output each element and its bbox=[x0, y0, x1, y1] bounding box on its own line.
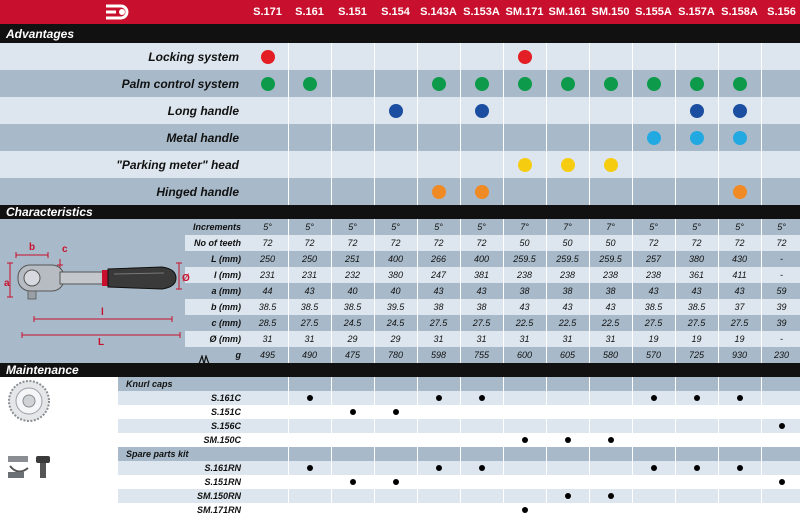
advantage-marker bbox=[303, 77, 317, 91]
characteristic-value: 930 bbox=[731, 350, 748, 360]
characteristic-label: L (mm) bbox=[211, 254, 241, 264]
characteristic-value: 580 bbox=[602, 350, 619, 360]
advantage-marker bbox=[604, 158, 618, 172]
characteristic-value: 72 bbox=[734, 238, 745, 248]
advantage-marker bbox=[518, 50, 532, 64]
characteristic-value: 380 bbox=[387, 270, 404, 280]
column-header: S.153A bbox=[463, 6, 500, 18]
weight-icon bbox=[198, 350, 210, 360]
characteristic-label: c (mm) bbox=[211, 318, 241, 328]
availability-bullet bbox=[307, 465, 313, 471]
diagram-label-L: L bbox=[98, 337, 105, 348]
characteristic-value: 250 bbox=[259, 254, 276, 264]
availability-bullet bbox=[522, 507, 528, 513]
column-header: S.157A bbox=[678, 6, 715, 18]
characteristic-value: 231 bbox=[301, 270, 318, 280]
column-separator bbox=[589, 377, 590, 503]
characteristic-value: 238 bbox=[516, 270, 533, 280]
column-header: SM.150 bbox=[591, 6, 630, 18]
characteristic-value: 43 bbox=[734, 286, 745, 296]
diagram-label-b: b bbox=[29, 242, 36, 253]
advantage-label: Hinged handle bbox=[156, 184, 239, 199]
column-header: S.151 bbox=[338, 6, 367, 18]
advantage-marker bbox=[561, 158, 575, 172]
characteristic-label: Ø (mm) bbox=[209, 334, 241, 344]
column-separator bbox=[331, 219, 332, 363]
column-separator bbox=[460, 377, 461, 503]
column-separator bbox=[546, 377, 547, 503]
characteristics-section-title: Characteristics bbox=[0, 205, 800, 219]
column-separator bbox=[718, 43, 719, 205]
characteristic-value: 44 bbox=[262, 286, 273, 296]
characteristic-value: 257 bbox=[645, 254, 662, 264]
characteristic-value: 39.5 bbox=[386, 302, 405, 312]
advantage-marker bbox=[561, 77, 575, 91]
characteristic-label: a (mm) bbox=[211, 286, 241, 296]
advantage-marker bbox=[518, 77, 532, 91]
characteristic-value: 19 bbox=[691, 334, 702, 344]
availability-bullet bbox=[737, 395, 743, 401]
column-separator bbox=[417, 219, 418, 363]
characteristic-value: 39 bbox=[776, 318, 787, 328]
characteristic-value: 31 bbox=[605, 334, 616, 344]
characteristic-value: 43 bbox=[304, 286, 315, 296]
availability-bullet bbox=[565, 493, 571, 499]
column-separator bbox=[460, 43, 461, 205]
column-separator bbox=[675, 219, 676, 363]
maintenance-section-title: Maintenance bbox=[0, 363, 800, 377]
characteristic-value: 259.5 bbox=[513, 254, 536, 264]
column-separator bbox=[761, 377, 762, 503]
advantages-section-title: Advantages bbox=[0, 24, 800, 43]
column-separator bbox=[718, 377, 719, 503]
characteristic-value: 570 bbox=[645, 350, 662, 360]
advantage-label: Locking system bbox=[148, 49, 239, 64]
availability-bullet bbox=[779, 423, 785, 429]
characteristic-value: 598 bbox=[430, 350, 447, 360]
availability-bullet bbox=[694, 395, 700, 401]
column-header: S.158A bbox=[721, 6, 758, 18]
characteristic-value: 238 bbox=[645, 270, 662, 280]
availability-bullet bbox=[608, 437, 614, 443]
characteristic-value: 27.5 bbox=[687, 318, 706, 328]
column-separator bbox=[675, 43, 676, 205]
advantage-marker bbox=[733, 77, 747, 91]
advantage-label: Metal handle bbox=[166, 130, 239, 145]
characteristic-value: 72 bbox=[304, 238, 315, 248]
availability-bullet bbox=[651, 465, 657, 471]
advantage-marker bbox=[475, 104, 489, 118]
advantage-marker bbox=[518, 158, 532, 172]
characteristic-value: 247 bbox=[430, 270, 447, 280]
advantage-marker bbox=[733, 185, 747, 199]
column-header: SM.161 bbox=[548, 6, 587, 18]
column-separator bbox=[546, 219, 547, 363]
maintenance-item-label: S.161C bbox=[210, 393, 241, 403]
characteristic-value: 27.5 bbox=[472, 318, 491, 328]
advantage-marker bbox=[690, 131, 704, 145]
characteristic-value: 230 bbox=[773, 350, 790, 360]
advantage-marker bbox=[432, 185, 446, 199]
advantage-marker bbox=[261, 77, 275, 91]
characteristic-value: 251 bbox=[344, 254, 361, 264]
availability-bullet bbox=[779, 479, 785, 485]
characteristic-value: 381 bbox=[473, 270, 490, 280]
maintenance-item-label: S.151RN bbox=[204, 477, 241, 487]
characteristic-value: 755 bbox=[473, 350, 490, 360]
characteristic-value: 31 bbox=[562, 334, 573, 344]
characteristic-value: 72 bbox=[691, 238, 702, 248]
availability-bullet bbox=[522, 437, 528, 443]
availability-bullet bbox=[307, 395, 313, 401]
characteristic-value: 38.5 bbox=[300, 302, 319, 312]
characteristic-value: 39 bbox=[776, 302, 787, 312]
characteristic-value: 31 bbox=[262, 334, 273, 344]
availability-bullet bbox=[694, 465, 700, 471]
column-separator bbox=[675, 377, 676, 503]
characteristic-value: 475 bbox=[344, 350, 361, 360]
characteristic-value: 238 bbox=[559, 270, 576, 280]
characteristic-value: 238 bbox=[602, 270, 619, 280]
column-separator bbox=[503, 219, 504, 363]
column-separator bbox=[761, 43, 762, 205]
advantage-marker bbox=[733, 131, 747, 145]
characteristic-value: 38.5 bbox=[687, 302, 706, 312]
characteristic-value: 495 bbox=[259, 350, 276, 360]
characteristic-label: g bbox=[235, 350, 241, 360]
column-separator bbox=[288, 43, 289, 205]
characteristic-value: 38.5 bbox=[644, 302, 663, 312]
advantage-label: Palm control system bbox=[121, 76, 239, 91]
knurl-cap-illustration bbox=[6, 378, 52, 424]
availability-bullet bbox=[651, 395, 657, 401]
column-separator bbox=[374, 219, 375, 363]
maintenance-item-label: S.161RN bbox=[204, 463, 241, 473]
column-header: S.155A bbox=[635, 6, 672, 18]
characteristic-value: 380 bbox=[688, 254, 705, 264]
column-separator bbox=[331, 43, 332, 205]
characteristic-value: 31 bbox=[304, 334, 315, 344]
maintenance-group-title: Spare parts kit bbox=[126, 449, 189, 459]
availability-bullet bbox=[479, 395, 485, 401]
column-header: S.156 bbox=[767, 6, 796, 18]
characteristic-value: 38 bbox=[562, 286, 573, 296]
maintenance-item-label: SM.150RN bbox=[196, 491, 241, 501]
diagram-label-d: Ø bbox=[182, 273, 190, 284]
characteristic-value: 430 bbox=[731, 254, 748, 264]
characteristic-value: 605 bbox=[559, 350, 576, 360]
column-separator bbox=[718, 219, 719, 363]
column-header: SM.171 bbox=[505, 6, 544, 18]
availability-bullet bbox=[436, 395, 442, 401]
characteristic-value: 5° bbox=[348, 222, 357, 232]
characteristic-value: 5° bbox=[391, 222, 400, 232]
availability-bullet bbox=[737, 465, 743, 471]
characteristic-value: 43 bbox=[519, 302, 530, 312]
characteristic-value: 22.5 bbox=[515, 318, 534, 328]
advantage-marker bbox=[475, 185, 489, 199]
characteristic-value: 22.5 bbox=[601, 318, 620, 328]
characteristic-value: 5° bbox=[477, 222, 486, 232]
column-header: S.161 bbox=[295, 6, 324, 18]
availability-bullet bbox=[479, 465, 485, 471]
characteristic-value: 43 bbox=[562, 302, 573, 312]
characteristic-value: 43 bbox=[605, 302, 616, 312]
characteristic-value: 5° bbox=[777, 222, 786, 232]
characteristic-value: 231 bbox=[259, 270, 276, 280]
characteristic-value: 40 bbox=[347, 286, 358, 296]
column-separator bbox=[288, 377, 289, 503]
characteristic-value: 259.5 bbox=[556, 254, 579, 264]
column-separator bbox=[331, 377, 332, 503]
characteristic-value: 5° bbox=[263, 222, 272, 232]
column-header: S.171 bbox=[253, 6, 282, 18]
characteristic-value: 27.5 bbox=[730, 318, 749, 328]
maintenance-item-label: SM.150C bbox=[203, 435, 241, 445]
characteristic-value: 72 bbox=[262, 238, 273, 248]
advantage-marker bbox=[733, 104, 747, 118]
characteristic-value: 780 bbox=[387, 350, 404, 360]
characteristic-value: 72 bbox=[648, 238, 659, 248]
characteristic-value: 5° bbox=[692, 222, 701, 232]
advantage-marker bbox=[475, 77, 489, 91]
availability-bullet bbox=[350, 479, 356, 485]
characteristic-value: 43 bbox=[433, 286, 444, 296]
maintenance-item-label: S.156C bbox=[210, 421, 241, 431]
characteristic-value: 72 bbox=[347, 238, 358, 248]
characteristic-value: 5° bbox=[305, 222, 314, 232]
availability-bullet bbox=[393, 479, 399, 485]
column-header: S.143A bbox=[420, 6, 457, 18]
advantage-marker bbox=[647, 77, 661, 91]
characteristic-value: 72 bbox=[390, 238, 401, 248]
characteristic-value: 50 bbox=[519, 238, 530, 248]
column-separator bbox=[632, 219, 633, 363]
characteristic-value: 24.5 bbox=[343, 318, 362, 328]
availability-bullet bbox=[565, 437, 571, 443]
characteristic-value: - bbox=[780, 270, 783, 280]
characteristic-value: 40 bbox=[390, 286, 401, 296]
characteristic-value: 43 bbox=[476, 286, 487, 296]
characteristic-value: 43 bbox=[648, 286, 659, 296]
diagram-label-a: a bbox=[4, 278, 10, 289]
characteristic-value: 38 bbox=[519, 286, 530, 296]
advantage-marker bbox=[604, 77, 618, 91]
column-separator bbox=[417, 377, 418, 503]
ratchet-logo-icon bbox=[104, 3, 132, 21]
characteristic-value: 27.5 bbox=[644, 318, 663, 328]
column-separator bbox=[374, 43, 375, 205]
characteristic-value: - bbox=[780, 254, 783, 264]
column-separator bbox=[503, 43, 504, 205]
availability-bullet bbox=[608, 493, 614, 499]
characteristic-value: 7° bbox=[563, 222, 572, 232]
characteristic-label: b (mm) bbox=[211, 302, 241, 312]
characteristic-value: 361 bbox=[688, 270, 705, 280]
column-separator bbox=[546, 43, 547, 205]
characteristic-value: 250 bbox=[301, 254, 318, 264]
advantage-marker bbox=[261, 50, 275, 64]
characteristic-label: No of teeth bbox=[194, 238, 241, 248]
advantage-marker bbox=[690, 77, 704, 91]
characteristic-value: 5° bbox=[649, 222, 658, 232]
characteristic-value: 38 bbox=[605, 286, 616, 296]
column-separator bbox=[589, 219, 590, 363]
characteristic-value: 72 bbox=[476, 238, 487, 248]
characteristic-value: 7° bbox=[520, 222, 529, 232]
advantage-marker bbox=[432, 77, 446, 91]
characteristic-value: 72 bbox=[776, 238, 787, 248]
characteristic-value: 24.5 bbox=[386, 318, 405, 328]
characteristic-value: 38 bbox=[476, 302, 487, 312]
characteristic-value: 31 bbox=[476, 334, 487, 344]
characteristic-value: 72 bbox=[433, 238, 444, 248]
characteristic-value: 266 bbox=[430, 254, 447, 264]
characteristic-value: 411 bbox=[732, 270, 747, 280]
column-header: S.154 bbox=[381, 6, 410, 18]
characteristic-value: 7° bbox=[606, 222, 615, 232]
column-separator bbox=[589, 43, 590, 205]
maintenance-item-label: S.151C bbox=[210, 407, 241, 417]
characteristic-value: 400 bbox=[387, 254, 404, 264]
characteristic-value: 5° bbox=[434, 222, 443, 232]
characteristic-value: 22.5 bbox=[558, 318, 577, 328]
characteristic-value: - bbox=[780, 334, 783, 344]
characteristic-value: 31 bbox=[433, 334, 444, 344]
column-separator bbox=[761, 219, 762, 363]
diagram-label-l: l bbox=[101, 307, 104, 318]
characteristic-value: 5° bbox=[735, 222, 744, 232]
characteristic-value: 27.5 bbox=[429, 318, 448, 328]
characteristic-label: l (mm) bbox=[214, 270, 241, 280]
characteristic-value: 490 bbox=[301, 350, 318, 360]
characteristic-value: 28.5 bbox=[258, 318, 277, 328]
column-separator bbox=[632, 43, 633, 205]
characteristic-value: 43 bbox=[691, 286, 702, 296]
characteristic-value: 27.5 bbox=[300, 318, 319, 328]
characteristic-label: Increments bbox=[192, 222, 241, 232]
spare-parts-illustration bbox=[6, 452, 56, 482]
characteristic-value: 259.5 bbox=[599, 254, 622, 264]
availability-bullet bbox=[350, 409, 356, 415]
characteristic-value: 400 bbox=[473, 254, 490, 264]
advantage-marker bbox=[647, 131, 661, 145]
diagram-label-c: c bbox=[62, 244, 68, 255]
maintenance-group-title: Knurl caps bbox=[126, 379, 173, 389]
maintenance-item-label: SM.171RN bbox=[196, 505, 241, 515]
column-separator bbox=[503, 377, 504, 503]
characteristic-value: 19 bbox=[648, 334, 659, 344]
column-separator bbox=[288, 219, 289, 363]
advantage-label: "Parking meter" head bbox=[116, 157, 239, 172]
column-separator bbox=[417, 43, 418, 205]
characteristic-value: 600 bbox=[516, 350, 533, 360]
characteristic-value: 31 bbox=[519, 334, 530, 344]
characteristic-value: 59 bbox=[776, 286, 787, 296]
characteristic-value: 38 bbox=[433, 302, 444, 312]
characteristic-value: 232 bbox=[344, 270, 361, 280]
column-separator bbox=[460, 219, 461, 363]
availability-bullet bbox=[393, 409, 399, 415]
advantage-label: Long handle bbox=[167, 103, 239, 118]
column-separator bbox=[374, 377, 375, 503]
characteristic-value: 19 bbox=[734, 334, 745, 344]
characteristic-value: 37 bbox=[734, 302, 745, 312]
advantage-marker bbox=[690, 104, 704, 118]
advantage-marker bbox=[389, 104, 403, 118]
characteristic-value: 50 bbox=[562, 238, 573, 248]
characteristic-value: 725 bbox=[688, 350, 705, 360]
characteristic-value: 38.5 bbox=[343, 302, 362, 312]
characteristic-value: 50 bbox=[605, 238, 616, 248]
characteristic-value: 29 bbox=[390, 334, 401, 344]
column-separator bbox=[632, 377, 633, 503]
characteristic-value: 29 bbox=[347, 334, 358, 344]
characteristic-value: 38.5 bbox=[258, 302, 277, 312]
availability-bullet bbox=[436, 465, 442, 471]
